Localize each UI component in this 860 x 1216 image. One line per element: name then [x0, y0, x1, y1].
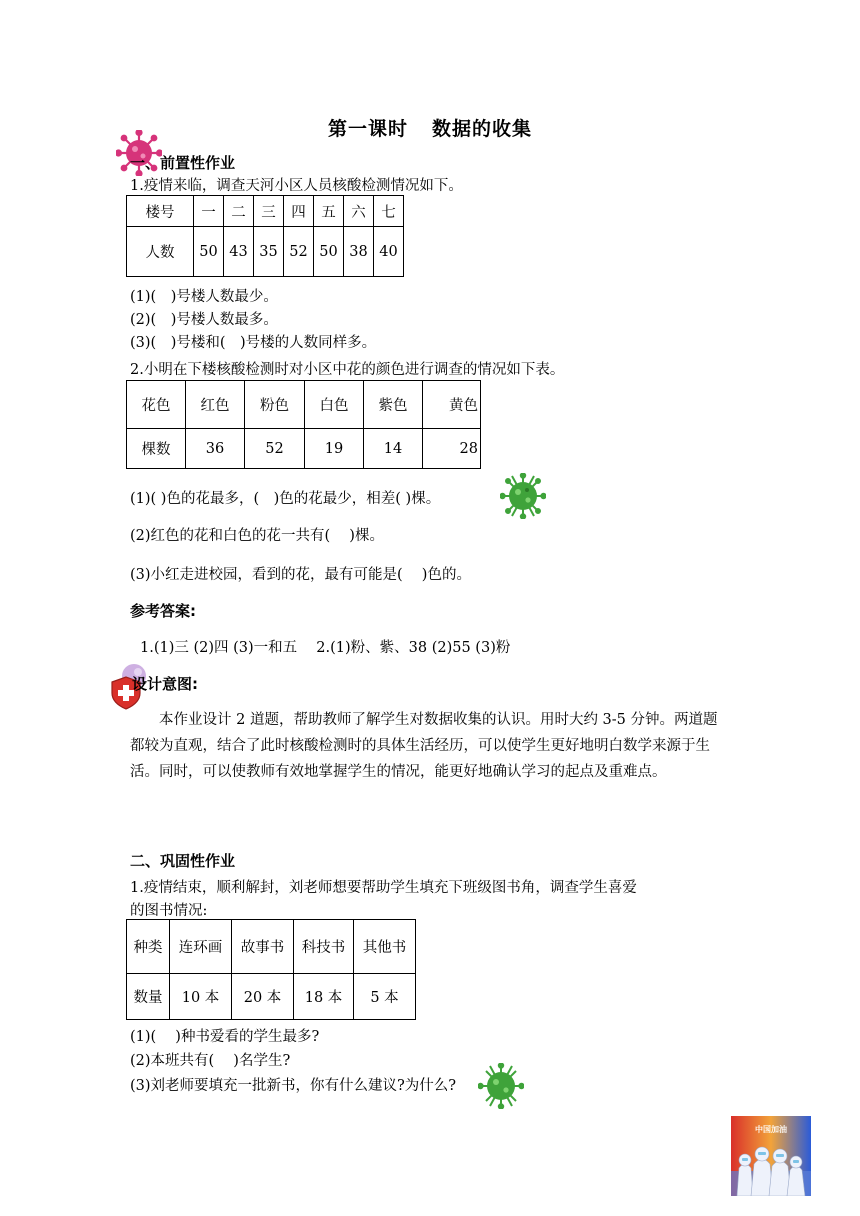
table-header-cell: 人数	[127, 227, 194, 277]
design-heading: 设计意图:	[132, 675, 198, 693]
q2-sub2: (2)红色的花和白色的花一共有( )棵。	[130, 528, 384, 544]
green-virus-icon	[500, 473, 546, 519]
table-cell: 红色	[186, 381, 245, 429]
table-row	[127, 920, 416, 974]
table-cell: 二	[224, 196, 254, 227]
page-title: 第一课时 数据的收集	[327, 118, 533, 140]
table-cell: 一	[194, 196, 224, 227]
table-cell: 粉色	[245, 381, 305, 429]
table-cell: 黄色	[423, 381, 481, 429]
table-cell: 四	[284, 196, 314, 227]
table-cell: 故事书	[232, 920, 294, 974]
table-cell: 36	[186, 429, 245, 469]
table-cell: 七	[374, 196, 404, 227]
table-cell: 40	[374, 227, 404, 277]
section1-heading: 一、前置性作业	[130, 154, 236, 172]
s2q1-sub2: (2)本班共有( )名学生?	[130, 1053, 291, 1069]
table-header-cell: 花色	[127, 381, 186, 429]
q1-sub2: (2)( )号楼人数最多。	[130, 312, 278, 328]
table-header-cell: 楼号	[127, 196, 194, 227]
table-row	[127, 381, 481, 429]
table-row	[127, 196, 404, 227]
design-paragraph: 本作业设计 2 道题，帮助教师了解学生对数据收集的认识。用时大约 3-5 分钟。两道题都较为直观，结合了此时核酸检测时的具体生活经历，可以使学生更好地明白数学来源于生活。同时，可以使教师有效地掌握学生的情况，能更好地确认学习的起点及重难点。	[130, 712, 718, 780]
table-cell: 白色	[305, 381, 364, 429]
table-cell: 50	[194, 227, 224, 277]
table-row	[127, 974, 416, 1020]
table-row	[127, 227, 404, 277]
table-cell: 43	[224, 227, 254, 277]
table-cell: 五	[314, 196, 344, 227]
q2-sub3: (3)小红走进校园，看到的花，最有可能是( )色的。	[130, 567, 471, 583]
section2-heading: 二、巩固性作业	[130, 852, 236, 870]
q1-sub1: (1)( )号楼人数最少。	[130, 289, 278, 305]
table-cell: 28	[423, 429, 481, 469]
s2q1-intro-line2: 的图书情况:	[130, 903, 208, 919]
s2q1-sub3: (3)刘老师要填充一批新书，你有什么建议?为什么?	[130, 1078, 457, 1094]
s2q1-intro-line1: 1.疫情结束，顺利解封，刘老师想要帮助学生填充下班级图书角，调查学生喜爱	[130, 880, 637, 896]
table-row	[127, 429, 481, 469]
answers-text: 1.(1)三 (2)四 (3)一和五 2.(1)粉、紫、38 (2)55 (3)粉	[140, 640, 511, 656]
table-cell: 52	[245, 429, 305, 469]
table-cell: 六	[344, 196, 374, 227]
table-header-cell: 种类	[127, 920, 170, 974]
table-cell: 连环画	[170, 920, 232, 974]
table-cell: 三	[254, 196, 284, 227]
answers-heading: 参考答案:	[130, 602, 196, 620]
q1-sub3: (3)( )号楼和( )号楼的人数同样多。	[130, 335, 377, 351]
table-header-cell: 数量	[127, 974, 170, 1020]
flower-color-table	[126, 380, 481, 469]
table-cell: 35	[254, 227, 284, 277]
q2-sub1: (1)( )色的花最多，( )色的花最少，相差( )棵。	[130, 491, 441, 507]
table-cell: 紫色	[364, 381, 423, 429]
table-header-cell: 棵数	[127, 429, 186, 469]
q1-intro: 1.疫情来临，调查天河小区人员核酸检测情况如下。	[130, 178, 463, 194]
medical-staff-poster-image	[731, 1116, 811, 1196]
table-cell: 14	[364, 429, 423, 469]
table-cell: 科技书	[294, 920, 354, 974]
book-type-table	[126, 919, 416, 1020]
table-cell: 10 本	[170, 974, 232, 1020]
table-cell: 5 本	[354, 974, 416, 1020]
table-cell: 其他书	[354, 920, 416, 974]
s2q1-sub1: (1)( )种书爱看的学生最多?	[130, 1029, 320, 1045]
q2-intro: 2.小明在下楼核酸检测时对小区中花的颜色进行调查的情况如下表。	[130, 362, 565, 378]
green-virus-icon	[478, 1063, 524, 1109]
table-cell: 52	[284, 227, 314, 277]
table-cell: 38	[344, 227, 374, 277]
table-cell: 19	[305, 429, 364, 469]
table-cell: 20 本	[232, 974, 294, 1020]
table-cell: 50	[314, 227, 344, 277]
poster-caption: 中国加油	[755, 1125, 787, 1134]
table-cell: 18 本	[294, 974, 354, 1020]
building-count-table	[126, 195, 404, 277]
